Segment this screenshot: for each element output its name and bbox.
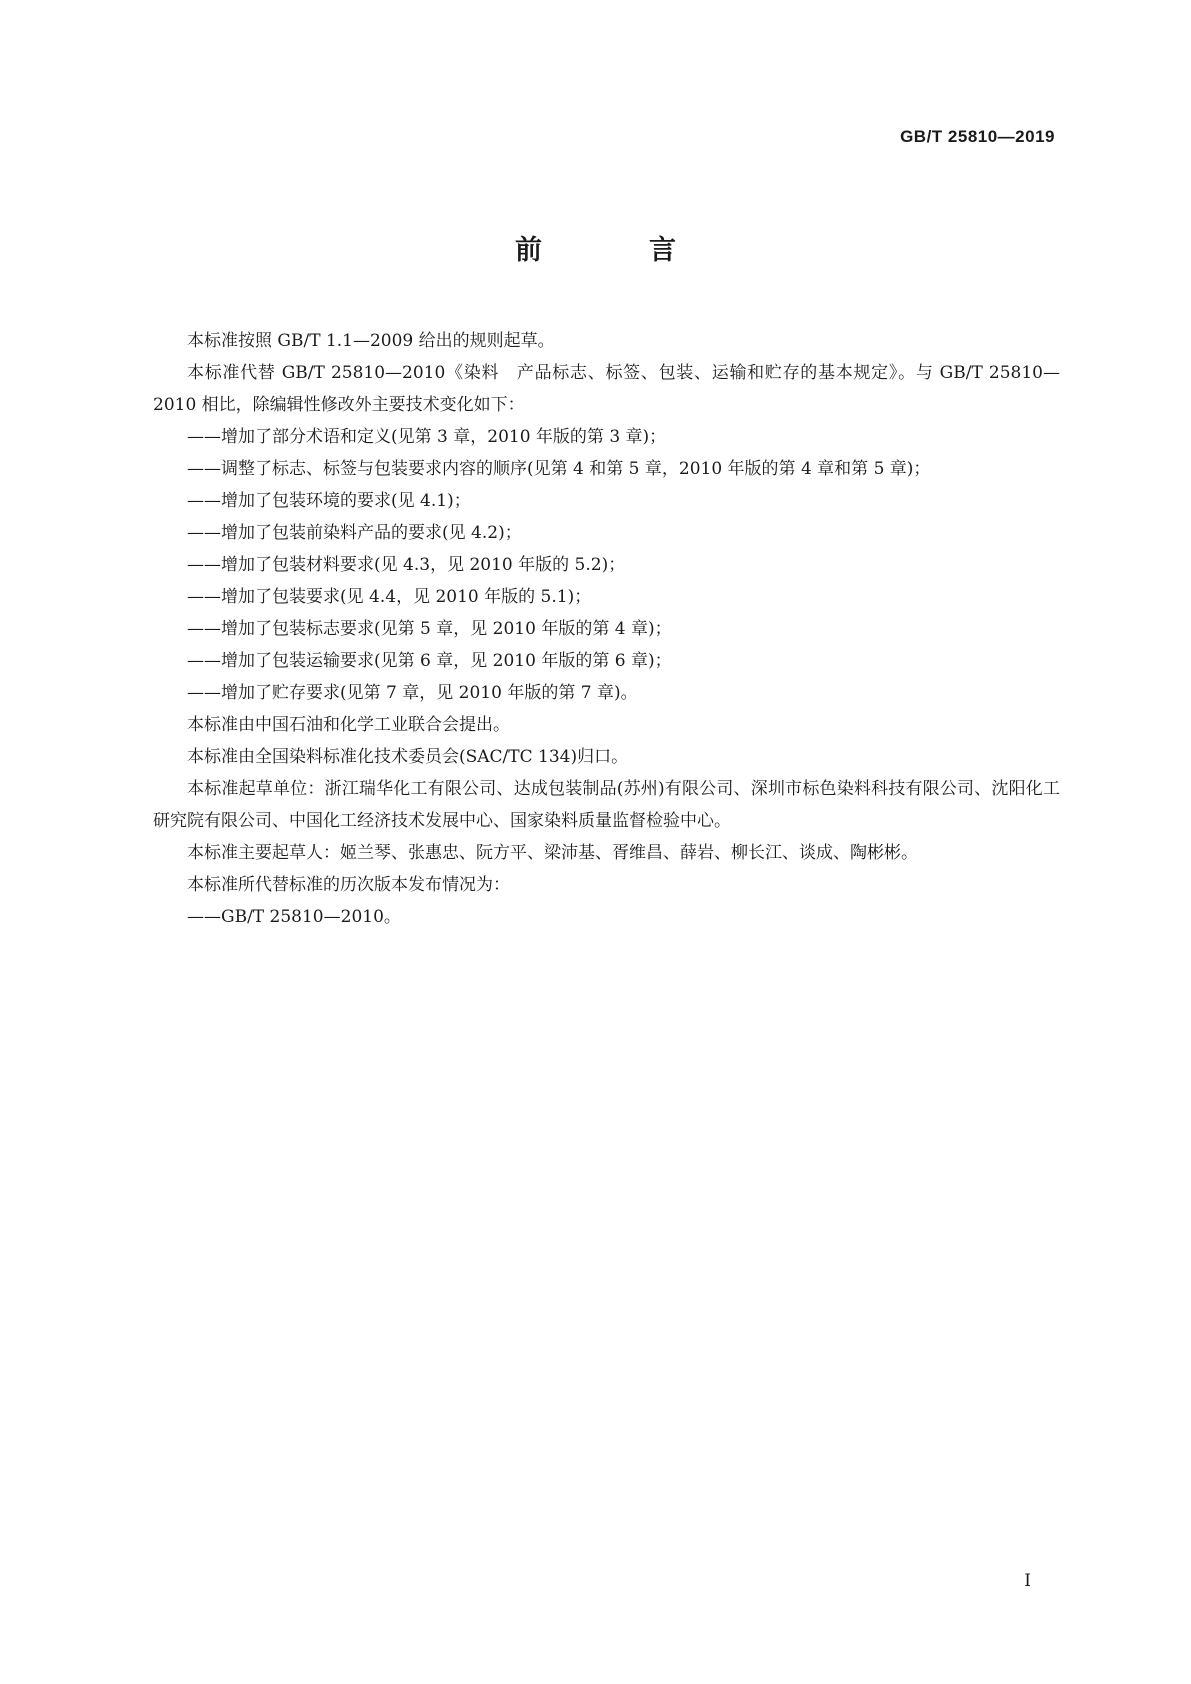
list-item: ——增加了包装要求(见 4.4，见 2010 年版的 5.1)； [187,587,592,607]
foreword-body [153,325,1060,933]
list-item: ——增加了部分术语和定义(见第 3 章，2010 年版的第 3 章)； [187,427,667,447]
page-title: 前 言 [515,235,716,266]
standard-code: GB/T 25810—2019 [900,127,1055,146]
list-item: ——增加了包装标志要求(见第 5 章，见 2010 年版的第 4 章)； [187,619,672,639]
list-item: ——调整了标志、标签与包装要求内容的顺序(见第 4 和第 5 章，2010 年版的第 4 章和第 5 章)； [187,459,931,479]
list-item: ——增加了包装材料要求(见 4.3，见 2010 年版的 5.2)； [187,555,626,575]
list-item: ——增加了包装前染料产品的要求(见 4.2)； [187,523,522,543]
paragraph: 本标准主要起草人：姬兰琴、张惠忠、阮方平、梁沛基、胥维昌、薛岩、柳长江、谈成、陶彬彬。 [187,843,918,863]
paragraph: 本标准代替 GB/T 25810—2010《染料 产品标志、标签、包装、运输和贮存的基本规定》。与 GB/T 25810—2010 相比，除编辑性修改外主要技术变化如下： [153,363,1060,415]
paragraph: 本标准所代替标准的历次版本发布情况为： [187,875,510,895]
list-item: ——增加了包装环境的要求(见 4.1)； [187,491,471,511]
page-number: I [1024,1571,1031,1591]
list-item: ——GB/T 25810—2010。 [187,907,401,927]
paragraph: 本标准按照 GB/T 1.1—2009 给出的规则起草。 [187,331,555,351]
paragraph: 本标准由中国石油和化学工业联合会提出。 [187,715,510,735]
list-item: ——增加了贮存要求(见第 7 章，见 2010 年版的第 7 章)。 [187,683,638,703]
paragraph: 本标准起草单位：浙江瑞华化工有限公司、达成包装制品(苏州)有限公司、深圳市标色染料科技有限公司、沈阳化工研究院有限公司、中国化工经济技术发展中心、国家染料质量监督检验中心。 [153,779,1060,831]
paragraph: 本标准由全国染料标准化技术委员会(SAC/TC 134)归口。 [187,747,629,767]
list-item: ——增加了包装运输要求(见第 6 章，见 2010 年版的第 6 章)； [187,651,672,671]
